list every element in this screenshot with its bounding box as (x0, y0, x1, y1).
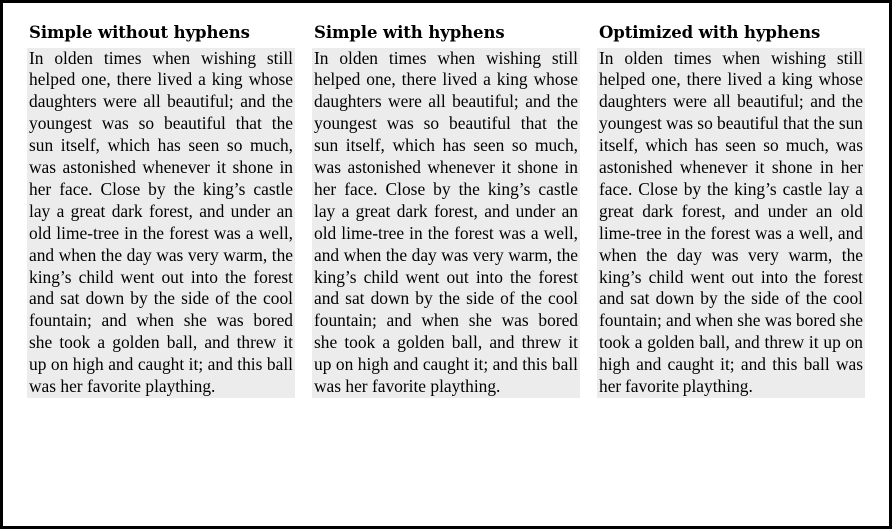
paragraph-1: In olden times when wishing still helped one, there lived a king whose daughters were all beautiful; and the youngest was so beautiful that the sun itself, which has seen so much, was astonished whenever it shone in her face. Close by the king’s castle lay a great dark forest, and under an old lime-tree in the forest was a well, and when the day was very warm, the king’s child went out into the forest and sat down by the side of the cool fountain; and when she was bored she took a golden ball, and threw it up on high and caught it; and this ball was her favorite plaything. (29, 47, 293, 397)
paragraph-3: In olden times when wishing still helped one, there lived a king whose daughters were all beautiful; and the youngest was so beautiful that the sun itself, which has seen so much, was astonished whenever it shone in her face. Close by the king’s castle lay a great dark forest, and under an old lime-tree in the forest was a well, and when the day was very warm, the king’s child went out into the forest and sat down by the side of the cool fountain; and when she was bored she took a golden ball, and threw it up on high and caught it; and this ball was her favorite plaything. (599, 47, 863, 397)
column-heading-2: Simple with hyphens (314, 23, 505, 42)
text-column-1 (27, 25, 295, 398)
text-column-2 (312, 25, 580, 398)
column-heading-3: Optimized with hyphens (599, 23, 821, 42)
column-container (3, 3, 889, 526)
text-column-3 (597, 25, 865, 398)
column-heading-1: Simple without hyphens (29, 23, 250, 42)
paragraph-2: In olden times when wishing still helped one, there lived a king whose daughters were all beautiful; and the youngest was so beautiful that the sun itself, which has seen so much, was astonished whenever it shone in her face. Close by the king’s castle lay a great dark forest, and under an old lime-tree in the forest was a well, and when the day was very warm, the king’s child went out into the forest and sat down by the side of the cool fountain; and when she was bored she took a golden ball, and threw it up on high and caught it; and this ball was her favorite plaything. (314, 47, 578, 397)
